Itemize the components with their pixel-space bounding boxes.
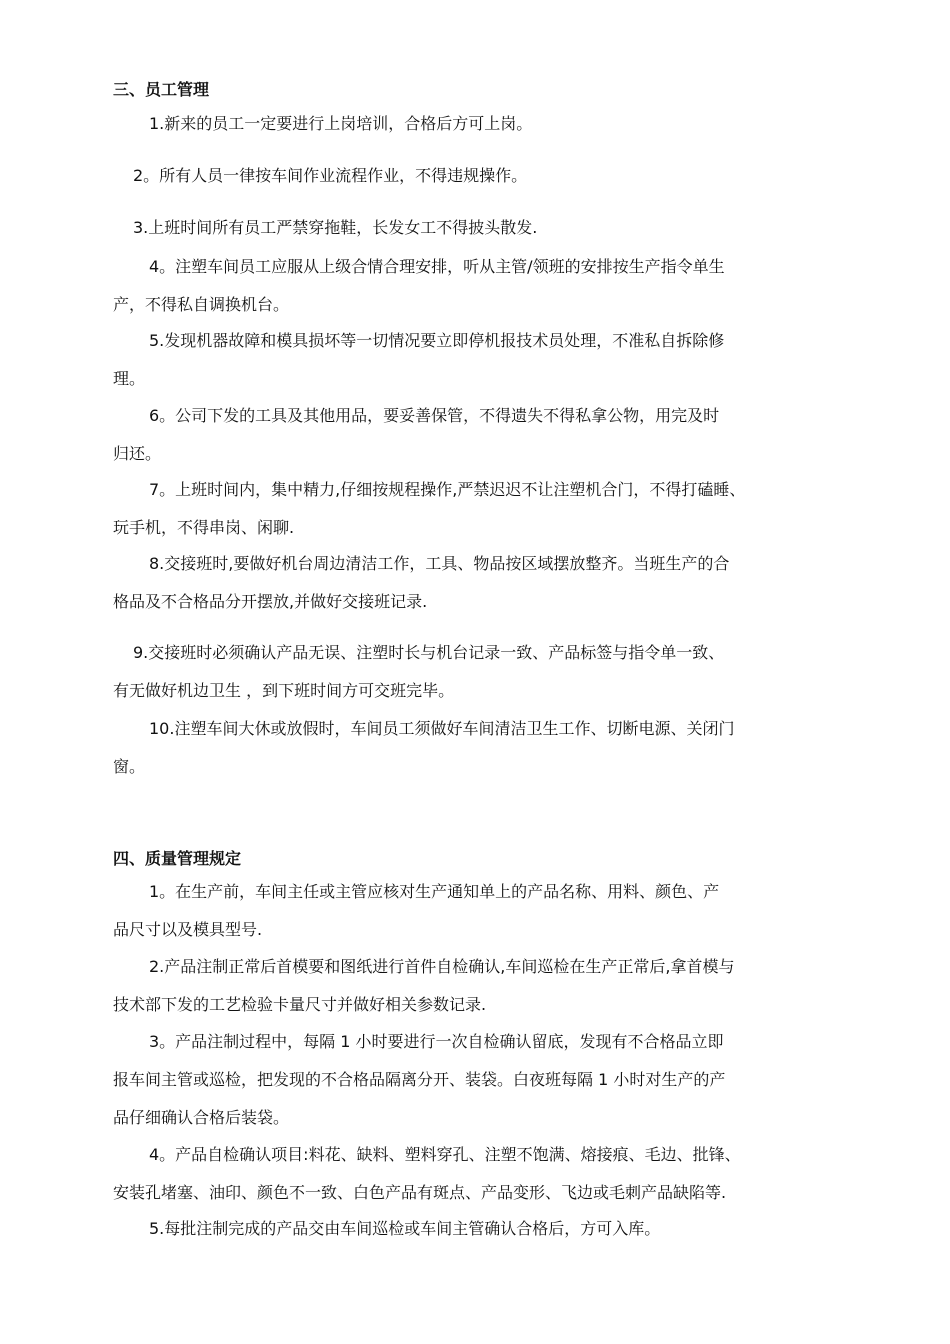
rule-line: 4。注塑车间员工应服从上级合情合理安排，听从主管/领班的安排按生产指令单生 bbox=[149, 257, 725, 276]
rule-line: 10.注塑车间大休或放假时，车间员工须做好车间清洁卫生工作、切断电源、关闭门 bbox=[149, 719, 735, 738]
rule-line: 窗。 bbox=[113, 757, 146, 776]
employee-rule-6 bbox=[113, 397, 853, 473]
rule-line: 4。产品自检确认项目:料花、缺料、塑料穿孔、注塑不饱满、熔接痕、毛边、批锋、 bbox=[149, 1145, 741, 1164]
rule-line: 3.上班时间所有员工严禁穿拖鞋，长发女工不得披头散发. bbox=[133, 218, 538, 237]
rule-line: 1.新来的员工一定要进行上岗培训，合格后方可上岗。 bbox=[149, 114, 533, 133]
rule-line: 玩手机，不得串岗、闲聊. bbox=[113, 518, 295, 537]
employee-rule-10 bbox=[113, 710, 853, 786]
rule-line: 8.交接班时,要做好机台周边清洁工作，工具、物品按区域摆放整齐。当班生产的合 bbox=[149, 554, 730, 573]
quality-rule-4 bbox=[113, 1136, 853, 1212]
rule-line: 9.交接班时必须确认产品无误、注塑时长与机台记录一致、产品标签与指令单一致、 bbox=[133, 643, 725, 662]
rule-line: 2.产品注制正常后首模要和图纸进行首件自检确认,车间巡检在生产正常后,拿首模与 bbox=[149, 957, 735, 976]
rule-line: 产，不得私自调换机台。 bbox=[113, 295, 290, 314]
quality-rule-5 bbox=[113, 1210, 853, 1248]
rule-line: 5.每批注制完成的产品交由车间巡检或车间主管确认合格后，方可入库。 bbox=[149, 1219, 661, 1238]
rule-line: 技术部下发的工艺检验卡量尺寸并做好相关参数记录. bbox=[113, 995, 487, 1014]
rule-line: 5.发现机器故障和模具损坏等一切情况要立即停机报技术员处理，不准私自拆除修 bbox=[149, 331, 725, 350]
rule-line: 格品及不合格品分开摆放,并做好交接班记录. bbox=[113, 592, 428, 611]
employee-rule-7 bbox=[113, 471, 853, 547]
rule-line: 1。在生产前，车间主任或主管应核对生产通知单上的产品名称、用料、颜色、产 bbox=[149, 882, 720, 901]
employee-rule-2 bbox=[113, 157, 853, 195]
employee-rule-8 bbox=[113, 545, 853, 621]
section-heading-employee-management: 三、员工管理 bbox=[113, 80, 210, 99]
rule-line: 2。所有人员一律按车间作业流程作业，不得违规操作。 bbox=[133, 166, 528, 185]
rule-line: 归还。 bbox=[113, 444, 162, 463]
rule-line: 品尺寸以及模具型号. bbox=[113, 920, 263, 939]
rule-line: 6。公司下发的工具及其他用品，要妥善保管，不得遗失不得私拿公物，用完及时 bbox=[149, 406, 720, 425]
employee-rule-3 bbox=[113, 209, 853, 247]
rule-line: 品仔细确认合格后装袋。 bbox=[113, 1108, 290, 1127]
rule-line: 7。上班时间内，集中精力,仔细按规程操作,严禁迟迟不让注塑机合门，不得打磕睡、 bbox=[149, 480, 746, 499]
quality-rule-2 bbox=[113, 948, 853, 1024]
rule-line: 有无做好机边卫生 ，到下班时间方可交班完毕。 bbox=[113, 681, 455, 700]
rule-line: 3。产品注制过程中，每隔 1 小时要进行一次自检确认留底，发现有不合格品立即 bbox=[149, 1032, 724, 1051]
section-heading-quality-management: 四、质量管理规定 bbox=[113, 849, 242, 868]
employee-rule-4 bbox=[113, 248, 853, 324]
rule-line: 安装孔堵塞、油印、颜色不一致、白色产品有斑点、产品变形、飞边或毛刺产品缺陷等. bbox=[113, 1183, 727, 1202]
quality-rule-3 bbox=[113, 1023, 853, 1137]
employee-rule-5 bbox=[113, 322, 853, 398]
quality-rule-1 bbox=[113, 873, 853, 949]
employee-rule-9 bbox=[113, 634, 853, 710]
employee-rule-1 bbox=[113, 105, 853, 143]
rule-line: 理。 bbox=[113, 369, 146, 388]
rule-line: 报车间主管或巡检，把发现的不合格品隔离分开、装袋。白夜班每隔 1 小时对生产的产 bbox=[113, 1070, 726, 1089]
